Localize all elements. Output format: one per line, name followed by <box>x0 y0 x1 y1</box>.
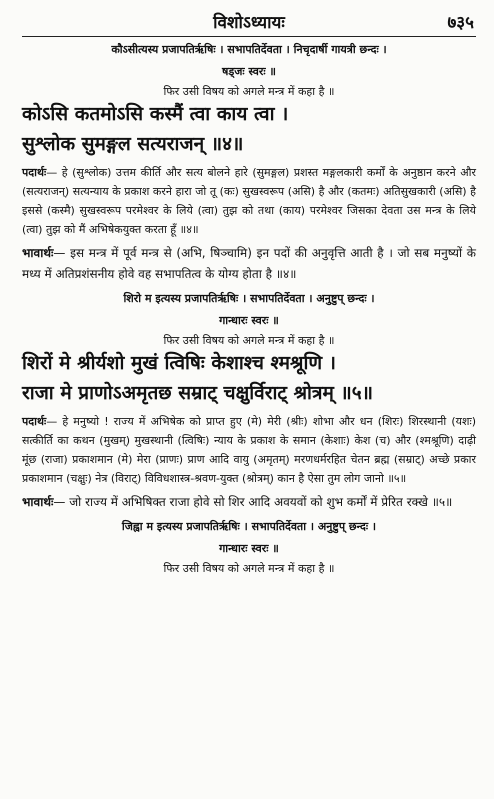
paragraph-text: — हे (सुश्लोक) उत्तम कीर्ति और सत्य बोलने हारे (सुमङ्गल) प्रशस्त मङ्गलकारी कर्मों के अनुष्ठान करने और (सत्यराजन्) सत्यन्याय के प्रकाश करने हारा जो तू (कः) सुखस्वरूप (असि) है और (कतमः) अतिसुखकारी (असि) है इससे (कस्मै) सुखस्वरूप परमेश्वर के लिये (त्वा) तुझ को तथा (काय) परमेश्वर जिसका देवता उस मन्त्र के लिये (त्वा) तुझ को मैं अभिषेकयुक्त करता हूँ ॥४॥ <box>22 166 476 236</box>
paragraph-text: — जो राज्य में अभिषिक्त राजा होवे सो शिर आदि अवयवों को शुभ कर्मों में प्रेरित रक्खे ॥५॥ <box>53 495 453 509</box>
mantra-line: सुश्लोक सुमङ्गल सत्यराजन् ॥४॥ <box>22 133 244 155</box>
section-intro: फिर उसी विषय को अगले मन्त्र में कहा है ॥ <box>163 562 335 575</box>
paragraph-label: पदार्थः <box>22 166 47 179</box>
metadata-line: षड्जः स्वरः ॥ <box>222 65 276 78</box>
mantra-line: शिरों मे श्रीर्यशो मुखं त्विषिः केशाश्च श्मश्रूणि । <box>22 352 336 374</box>
paragraph-label: पदार्थः <box>22 415 47 428</box>
section-intro: फिर उसी विषय को अगले मन्त्र में कहा है ॥ <box>163 85 335 98</box>
running-title: विशोऽध्यायः <box>213 13 285 33</box>
paragraph-label: भावार्थः <box>22 495 54 509</box>
metadata-line: शिरो म इत्यस्य प्रजापतिर्ऋषिः । सभापतिर्देवता । अनुष्टुप् छन्दः । <box>123 292 375 305</box>
section-intro: फिर उसी विषय को अगले मन्त्र में कहा है ॥ <box>163 334 335 347</box>
paragraph-text: — हे मनुष्यो ! राज्य में अभिषेक को प्राप्त हुए (मे) मेरी (श्रीः) शोभा और धन (शिरः) शिरस्थानी (यशः) सत्कीर्ति का कथन (मुखम्) मुखस्थानी (त्विषिः) न्याय के प्रकाश के समान (केशाः) केश (च) और (श्मश्रूणि) दाढ़ी मूंछ (राजा) प्रकाशमान (मे) मेरा (प्राणः) प्राण आदि वायु (अमृतम्) मरणधर्मरहित चेतन ब्रह्म (सम्राट्) अच्छे प्रकार प्रकाशमान (चक्षुः) नेत्र (विराट्) विविधशास्त्र-श्रवण-युक्त (श्रोत्रम्) कान है ऐसा तुम लोग जानो ॥५॥ <box>22 415 476 485</box>
paragraph-label: भावार्थः <box>22 246 54 260</box>
mantra-line: राजा मे प्राणोऽअमृतछ सम्राट् चक्षुर्विराट् श्रोत्रम् ॥५॥ <box>22 382 374 404</box>
metadata-line: गान्धारः स्वरः ॥ <box>219 314 279 327</box>
padartha-paragraph <box>22 163 476 239</box>
header-rule <box>22 36 476 37</box>
page-content <box>22 42 476 576</box>
metadata-line: गान्धारः स्वरः ॥ <box>219 542 279 555</box>
paragraph-text: — इस मन्त्र में पूर्व मन्त्र से (अभि, षिञ्चामि) इन पदों की अनुवृत्ति आती है । जो सब मनुष्यों के मध्य में अतिप्रशंसनीय होवे वह सभापतित्व के योग्य होता है ॥४॥ <box>22 246 476 281</box>
page-header <box>22 6 476 36</box>
metadata-line: कौऽसीत्यस्य प्रजापतिर्ऋषिः । सभापतिर्देवता । निचृदार्षी गायत्री छन्दः । <box>111 43 387 56</box>
metadata-line: जिह्वा म इत्यस्य प्रजापतिर्ऋषिः । सभापतिर्देवता । अनुष्टुप् छन्दः । <box>121 520 377 533</box>
mantra-line: कोऽसि कतमोऽसि कस्मैं त्वा काय त्वा । <box>22 103 289 125</box>
page-number: ७३५ <box>447 13 474 33</box>
bhavartha-paragraph <box>22 492 476 513</box>
bhavartha-paragraph <box>22 243 476 285</box>
padartha-paragraph <box>22 412 476 488</box>
